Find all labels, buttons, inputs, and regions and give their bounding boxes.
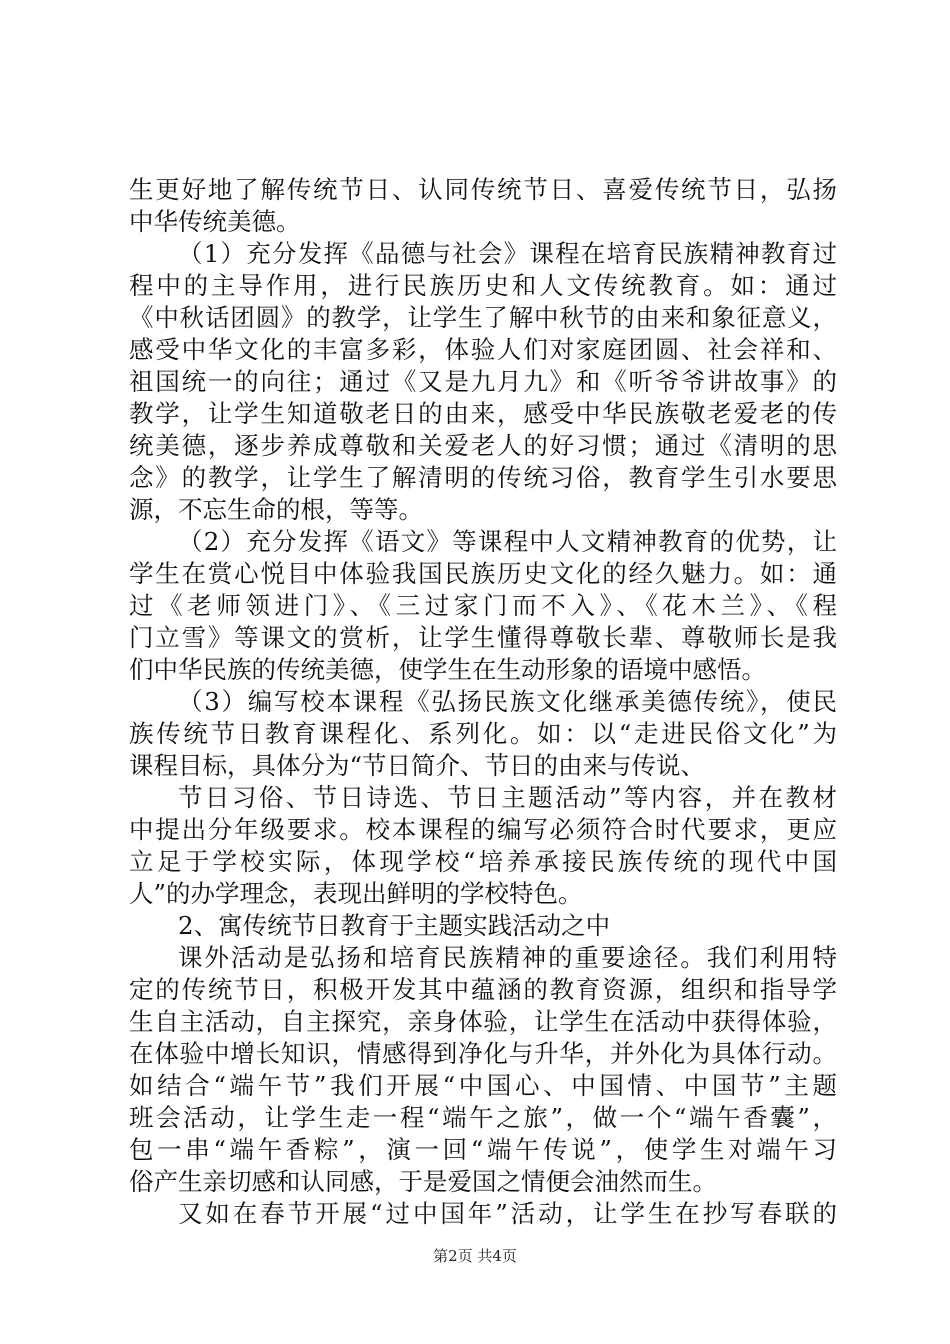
text-line: 定的传统节日，积极开发其中蕴涵的教育资源，组织和指导学 <box>129 975 837 1004</box>
text-line: 又如在春节开展“过中国年”活动，让学生在抄写春联的 <box>178 1199 837 1228</box>
text-line: 感受中华文化的丰富多彩，体验人们对家庭团圆、社会祥和、 <box>129 335 837 364</box>
text-line: 中提出分年级要求。校本课程的编写必须符合时代要求，更应 <box>129 815 837 844</box>
text-line: （1）充分发挥《品德与社会》课程在培育民族精神教育过 <box>178 239 837 268</box>
text-line: 过《老师领进门》、《三过家门而不入》、《花木兰》、《程 <box>129 591 837 620</box>
text-line: 《中秋话团圆》的教学，让学生了解中秋节的由来和象征意义， <box>129 303 837 332</box>
text-line: 如结合“端午节”我们开展“中国心、中国情、中国节”主题 <box>129 1071 837 1100</box>
text-line: 生自主活动，自主探究，亲身体验，让学生在活动中获得体验， <box>129 1007 837 1036</box>
text-line: 统美德，逐步养成尊敬和关爱老人的好习惯；通过《清明的思 <box>129 431 837 460</box>
text-line: 学生在赏心悦目中体验我国民族历史文化的经久魅力。如：通 <box>129 559 837 588</box>
text-line: （2）充分发挥《语文》等课程中人文精神教育的优势，让 <box>178 527 837 556</box>
text-line: 们中华民族的传统美德，使学生在生动形象的语境中感悟。 <box>129 655 766 684</box>
text-line: 人”的办学理念，表现出鲜明的学校特色。 <box>129 879 583 908</box>
text-line: 课外活动是弘扬和培育民族精神的重要途径。我们利用特 <box>178 943 837 972</box>
text-line: 程中的主导作用，进行民族历史和人文传统教育。如：通过 <box>129 271 837 300</box>
text-line: 节日习俗、节日诗选、节日主题活动”等内容，并在教材 <box>178 783 837 812</box>
text-line: 俗产生亲切感和认同感，于是爱国之情便会油然而生。 <box>129 1167 717 1196</box>
text-line: 念》的教学，让学生了解清明的传统习俗，教育学生引水要思 <box>129 463 837 492</box>
text-line: 在体验中增长知识，情感得到净化与升华，并外化为具体行动。 <box>129 1039 837 1068</box>
text-line: 中华传统美德。 <box>129 207 301 236</box>
text-line: 班会活动，让学生走一程“端午之旅”，做一个“端午香囊”， <box>129 1103 837 1132</box>
text-line: 2、寓传统节日教育于主题实践活动之中 <box>178 911 611 940</box>
text-line: 生更好地了解传统节日、认同传统节日、喜爱传统节日，弘扬 <box>129 175 837 204</box>
text-line: 包一串“端午香粽”，演一回“端午传说”，使学生对端午习 <box>129 1135 837 1164</box>
text-line: 立足于学校实际，体现学校“培养承接民族传统的现代中国 <box>129 847 837 876</box>
text-line: 祖国统一的向往；通过《又是九月九》和《听爷爷讲故事》的 <box>129 367 837 396</box>
text-line: 门立雪》等课文的赏析，让学生懂得尊敬长辈、尊敬师长是我 <box>129 623 837 652</box>
text-line: 源，不忘生命的根，等等。 <box>129 495 423 524</box>
text-line: （3）编写校本课程《弘扬民族文化继承美德传统》，使民 <box>178 687 837 716</box>
text-line: 教学，让学生知道敬老日的由来，感受中华民族敬老爱老的传 <box>129 399 837 428</box>
text-line: 族传统节日教育课程化、系列化。如：以“走进民俗文化”为 <box>129 719 837 748</box>
page-footer: 第2页 共4页 <box>433 1247 517 1265</box>
text-line: 课程目标，具体分为“节日简介、节日的由来与传说、 <box>129 751 706 780</box>
document-body <box>129 174 837 1230</box>
